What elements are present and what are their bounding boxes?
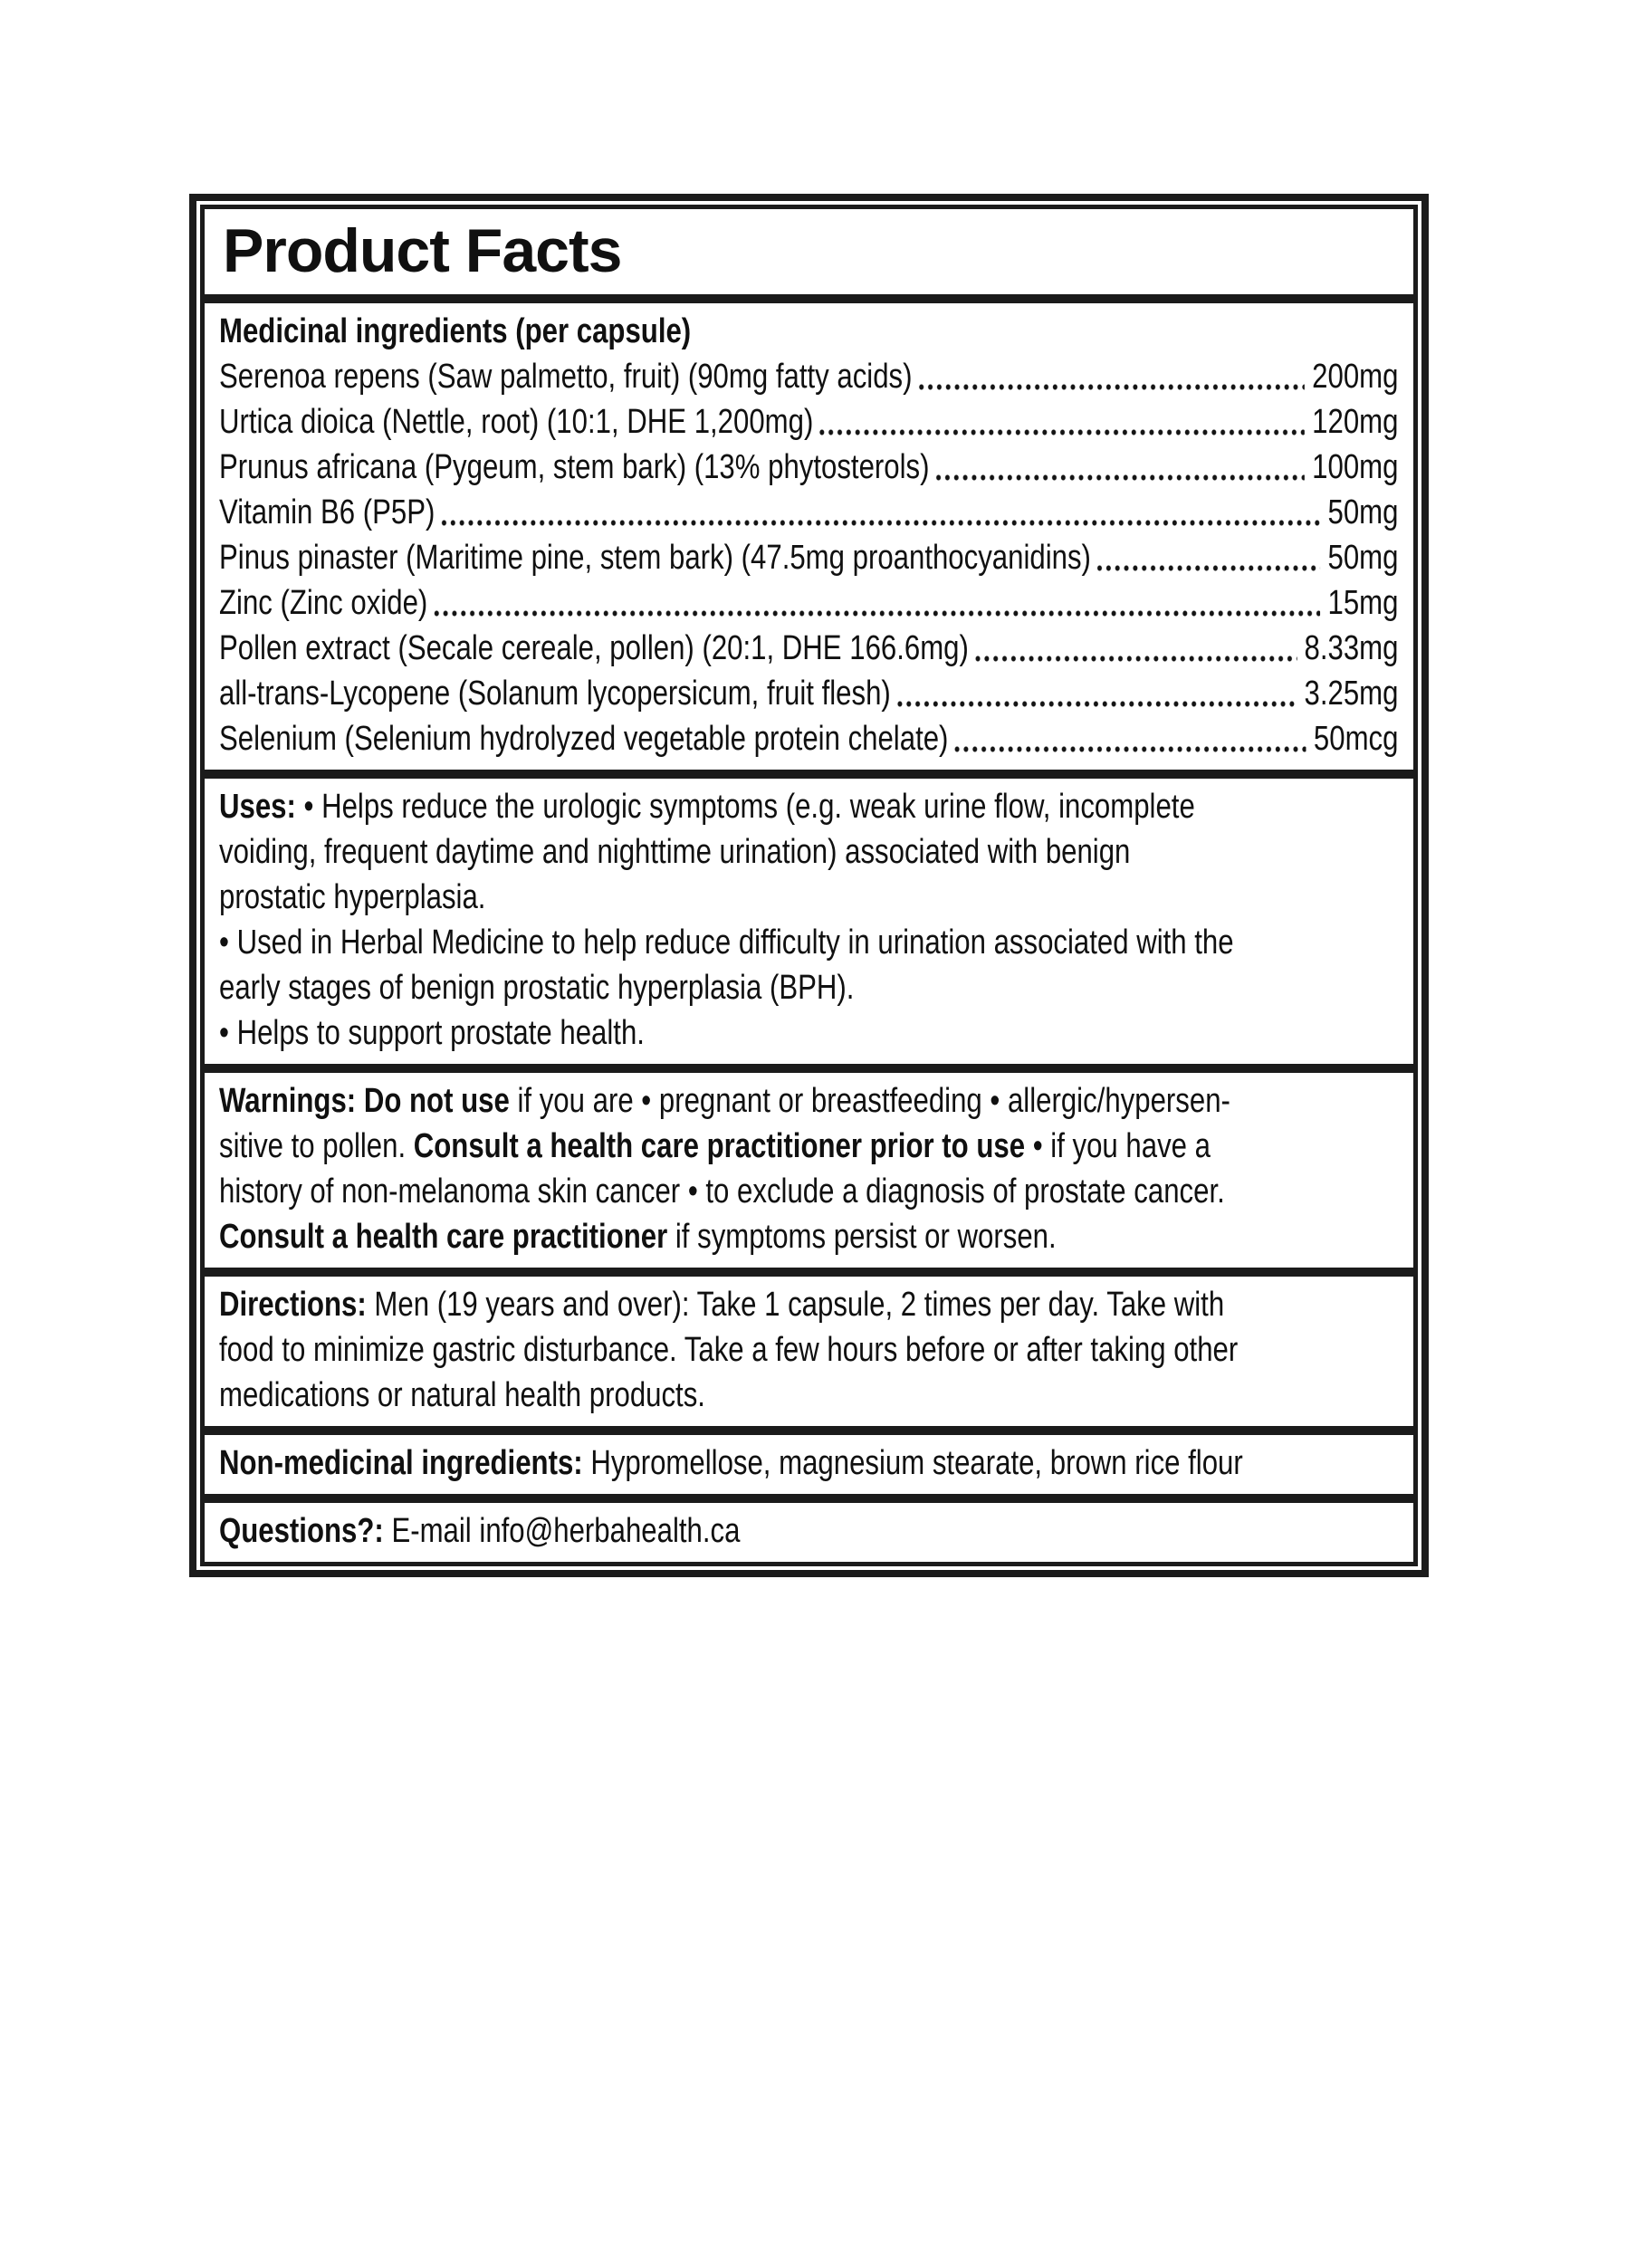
ingredient-name: Vitamin B6 (P5P)	[219, 493, 435, 531]
dotted-leader	[935, 474, 1305, 482]
body-text: • if you have a	[1025, 1127, 1211, 1165]
bold-text: Uses:	[219, 788, 296, 826]
bold-text: Consult a health care practitioner prior to use	[413, 1127, 1026, 1165]
uses-section	[200, 774, 1418, 1068]
ingredient-amount: 120mg	[1312, 403, 1399, 441]
dotted-leader	[1096, 564, 1320, 572]
bold-text: Non-medicinal ingredients:	[219, 1444, 583, 1482]
text-line	[219, 875, 1398, 920]
body-text: medications or natural health products.	[219, 1376, 705, 1414]
ingredient-amount: 15mg	[1327, 584, 1399, 622]
body-text: if you are • pregnant or breastfeeding • allergic/hypersen-	[509, 1082, 1230, 1120]
text-line	[219, 1327, 1398, 1373]
body-text: Hypromellose, magnesium stearate, brown rice flour	[582, 1444, 1243, 1482]
ingredient-name: Selenium (Selenium hydrolyzed vegetable protein chelate)	[219, 720, 949, 758]
body-text: if symptoms persist or worsen.	[667, 1218, 1057, 1256]
ingredient-row	[219, 399, 1398, 445]
body-text: prostatic hyperplasia.	[219, 878, 486, 916]
warnings-section	[200, 1068, 1418, 1272]
non-medicinal-text	[219, 1440, 1398, 1486]
ingredient-row	[219, 445, 1398, 490]
directions-section	[200, 1272, 1418, 1431]
ingredient-name: Prunus africana (Pygeum, stem bark) (13% phytosterols)	[219, 448, 930, 486]
medicinal-heading: Medicinal ingredients (per capsule)	[219, 312, 692, 350]
uses-text	[219, 784, 1398, 1056]
directions-text	[219, 1282, 1398, 1418]
ingredient-row	[219, 626, 1398, 671]
non-medicinal-section	[200, 1431, 1418, 1498]
dotted-leader	[819, 428, 1305, 436]
body-text: E-mail info@herbahealth.ca	[383, 1512, 741, 1550]
page-title: Product Facts	[223, 216, 622, 285]
text-line	[219, 1373, 1398, 1418]
text-line	[219, 1124, 1398, 1169]
dotted-leader	[434, 609, 1320, 617]
ingredient-row	[219, 716, 1398, 761]
body-text: early stages of benign prostatic hyperplasia (BPH).	[219, 969, 855, 1007]
ingredient-amount: 50mcg	[1313, 720, 1399, 758]
body-text: history of non-melanoma skin cancer • to exclude a diagnosis of prostate cancer.	[219, 1172, 1225, 1211]
dotted-leader	[954, 745, 1306, 753]
ingredient-name: Serenoa repens (Saw palmetto, fruit) (90mg fatty acids)	[219, 358, 913, 396]
body-text: • Used in Herbal Medicine to help reduce difficulty in urination associated with the	[219, 923, 1234, 962]
ingredient-name: Zinc (Zinc oxide)	[219, 584, 428, 622]
ingredient-amount: 200mg	[1312, 358, 1399, 396]
text-line	[219, 1169, 1398, 1214]
text-line	[219, 1282, 1398, 1327]
text-line	[219, 920, 1398, 965]
text-line	[219, 829, 1398, 875]
ingredient-row	[219, 490, 1398, 535]
dotted-leader	[974, 655, 1297, 663]
ingredient-name: all-trans-Lycopene (Solanum lycopersicum, fruit flesh)	[219, 675, 891, 713]
ingredient-amount: 8.33mg	[1304, 629, 1399, 667]
text-line	[219, 1508, 1398, 1554]
text-line	[219, 1010, 1398, 1056]
ingredient-amount: 50mg	[1327, 493, 1399, 531]
warnings-text	[219, 1078, 1398, 1259]
body-text: Men (19 years and over): Take 1 capsule, 2 times per day. Take with	[366, 1286, 1225, 1324]
ingredient-name: Urtica dioica (Nettle, root) (10:1, DHE 1,200mg)	[219, 403, 814, 441]
bold-text: Consult a health care practitioner	[219, 1218, 668, 1256]
ingredient-amount: 100mg	[1312, 448, 1399, 486]
text-line	[219, 1214, 1398, 1259]
bold-text: Warnings: Do not use	[219, 1082, 510, 1120]
dotted-leader	[918, 383, 1305, 391]
questions-section	[200, 1498, 1418, 1566]
ingredient-name: Pinus pinaster (Maritime pine, stem bark) (47.5mg proanthocyanidins)	[219, 539, 1091, 577]
ingredient-amount: 50mg	[1327, 539, 1399, 577]
bold-text: Questions?:	[219, 1512, 384, 1550]
medicinal-rows	[219, 354, 1398, 761]
ingredient-row	[219, 354, 1398, 399]
body-text: • Helps reduce the urologic symptoms (e.g. weak urine flow, incomplete	[295, 788, 1195, 826]
text-line	[219, 784, 1398, 829]
product-facts-panel	[189, 194, 1429, 1577]
body-text: voiding, frequent daytime and nighttime urination) associated with benign	[219, 833, 1131, 871]
body-text: food to minimize gastric disturbance. Take a few hours before or after taking other	[219, 1331, 1239, 1369]
questions-text	[219, 1508, 1398, 1554]
text-line	[219, 1078, 1398, 1124]
ingredient-amount: 3.25mg	[1304, 675, 1399, 713]
body-text: • Helps to support prostate health.	[219, 1014, 645, 1052]
bold-text: Directions:	[219, 1286, 367, 1324]
title-section	[200, 205, 1418, 299]
dotted-leader	[896, 700, 1297, 708]
body-text: sitive to pollen.	[219, 1127, 414, 1165]
ingredient-name: Pollen extract (Secale cereale, pollen) (20:1, DHE 166.6mg)	[219, 629, 969, 667]
ingredient-row	[219, 580, 1398, 626]
text-line	[219, 1440, 1398, 1486]
ingredient-row	[219, 671, 1398, 716]
dotted-leader	[441, 519, 1320, 527]
medicinal-section	[200, 299, 1418, 774]
text-line	[219, 965, 1398, 1010]
ingredient-row	[219, 535, 1398, 580]
